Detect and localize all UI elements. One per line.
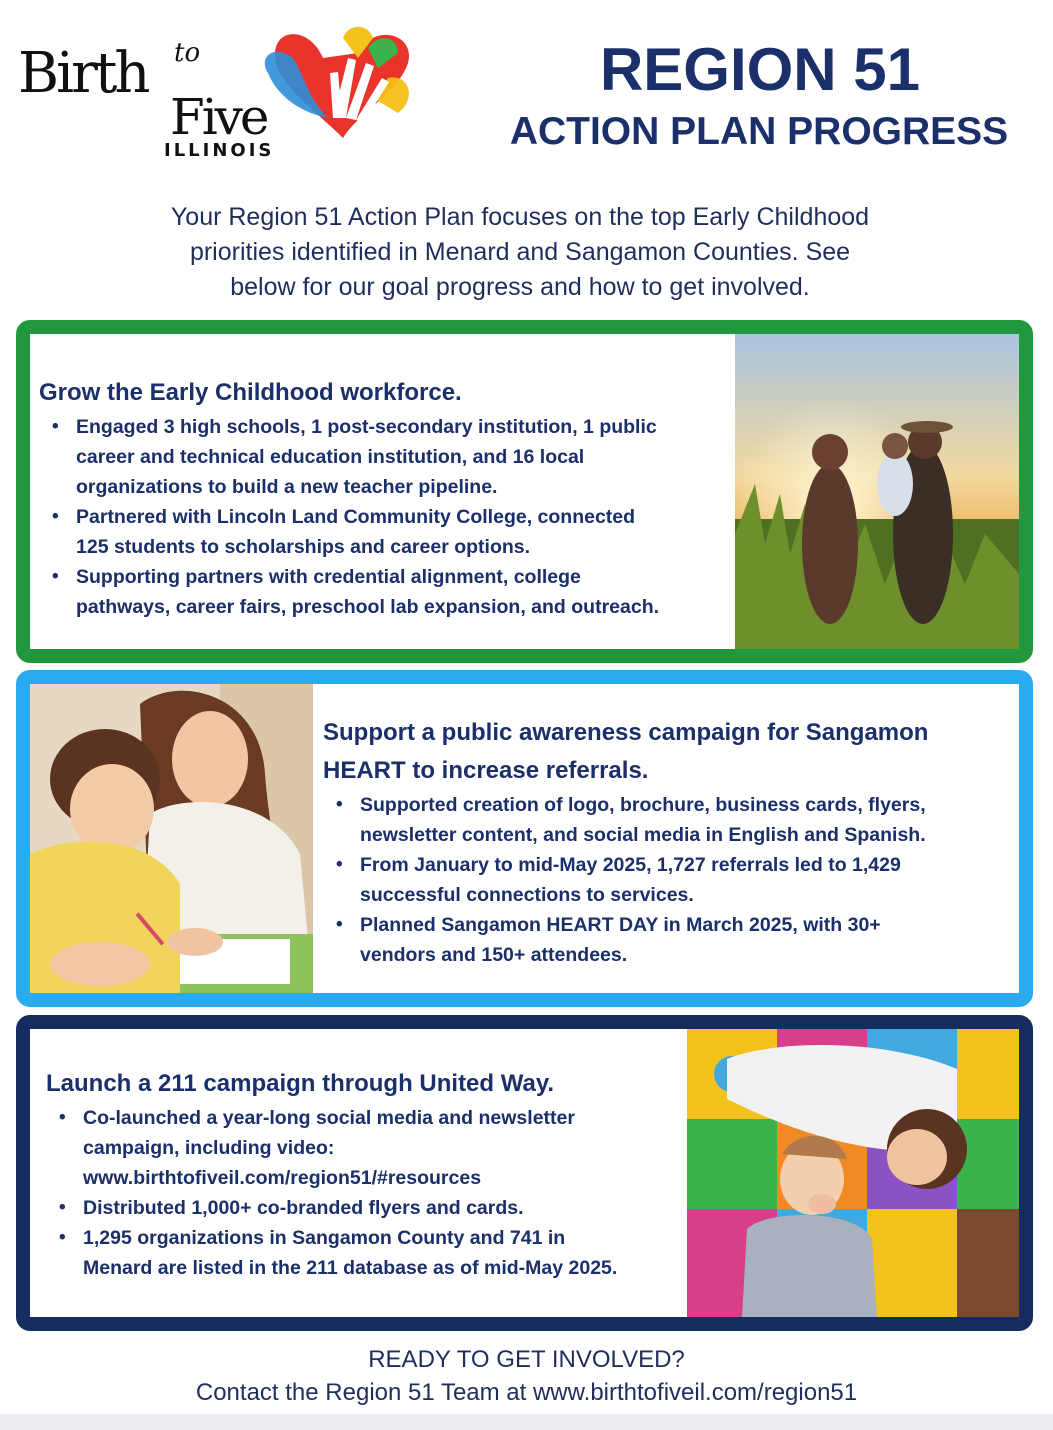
- children-playmat-photo: [687, 1029, 1019, 1317]
- page-title: REGION 51: [599, 36, 921, 103]
- goal-card-title: [39, 374, 729, 412]
- goal-card-title-line: Support a public awareness campaign for Sangamon: [323, 719, 929, 746]
- bullet-line: career and technical education institution, and 16 local: [76, 446, 585, 468]
- intro-line: priorities identified in Menard and Sangamon Counties. See: [189, 238, 851, 266]
- bullet-line: organizations to build a new teacher pipeline.: [76, 476, 498, 498]
- bullet-line: campaign, including video:: [83, 1137, 335, 1159]
- bullet-item: [39, 502, 729, 562]
- bullet-dot: •: [336, 914, 343, 935]
- bullet-line: vendors and 150+ attendees.: [360, 944, 628, 966]
- bullet-item: [46, 1193, 686, 1223]
- bullet-line: From January to mid-May 2025, 1,727 referrals led to 1,429: [360, 854, 901, 876]
- bullet-dot: •: [52, 416, 59, 437]
- bullet-dot: •: [52, 506, 59, 527]
- logo-illinois-text: ILLINOIS: [164, 140, 275, 161]
- bullet-item: [323, 790, 1013, 850]
- family-cornfield-photo: [735, 334, 1019, 649]
- goal-card-text: [46, 1065, 686, 1283]
- mother-child-drawing-photo: [30, 684, 313, 993]
- footer-cta-heading: READY TO GET INVOLVED?: [368, 1346, 685, 1373]
- bullet-dot: •: [59, 1227, 66, 1248]
- intro-line: Your Region 51 Action Plan focuses on the top Early Childhood: [170, 203, 870, 231]
- goal-card-workforce: [16, 320, 1033, 663]
- page-subtitle: ACTION PLAN PROGRESS: [509, 110, 1009, 153]
- bullet-line: Menard are listed in the 211 database as of mid-May 2025.: [83, 1257, 618, 1279]
- bullet-item: [39, 562, 729, 622]
- goal-card-public-awareness: [16, 670, 1033, 1007]
- bullet-line: successful connections to services.: [360, 884, 694, 906]
- hand-heart-icon: [248, 18, 418, 148]
- goal-card-bullets: [46, 1103, 686, 1283]
- bullet-dot: •: [336, 794, 343, 815]
- bullet-line: Supporting partners with credential alignment, college: [76, 566, 581, 588]
- bullet-dot: •: [336, 854, 343, 875]
- bullet-line: pathways, career fairs, preschool lab expansion, and outreach.: [76, 596, 660, 618]
- goal-card-text: [323, 714, 1013, 970]
- bullet-line: www.birthtofiveil.com/region51/#resources: [83, 1167, 482, 1189]
- goal-card-bullets: [39, 412, 729, 622]
- goal-card-text: [39, 374, 729, 622]
- goal-card-title: [323, 714, 1013, 790]
- bullet-item: [46, 1223, 686, 1283]
- logo-birth-text: Birth: [18, 41, 148, 106]
- bullet-item: [323, 910, 1013, 970]
- bullet-line: Distributed 1,000+ co-branded flyers and cards.: [83, 1197, 524, 1219]
- bullet-line: Co-launched a year-long social media and newsletter: [83, 1107, 575, 1129]
- logo-five-text: Five: [170, 88, 267, 146]
- bullet-line: 1,295 organizations in Sangamon County and 741 in: [83, 1227, 566, 1249]
- goal-card-bullets: [323, 790, 1013, 970]
- goal-card-211-campaign: [16, 1015, 1033, 1331]
- bullet-line: Partnered with Lincoln Land Community College, connected: [76, 506, 636, 528]
- bullet-dot: •: [59, 1197, 66, 1218]
- goal-card-title: [46, 1065, 686, 1103]
- bullet-line: newsletter content, and social media in English and Spanish.: [360, 824, 926, 846]
- bullet-line: Engaged 3 high schools, 1 post-secondary institution, 1 public: [76, 416, 657, 438]
- bullet-item: [46, 1103, 686, 1193]
- bullet-line: Planned Sangamon HEART DAY in March 2025, with 30+: [360, 914, 881, 936]
- logo-to-text: to: [174, 38, 201, 68]
- bottom-strip: [0, 1414, 1053, 1430]
- footer-contact-line: Contact the Region 51 Team at www.birthtofiveil.com/region51: [195, 1379, 858, 1406]
- bullet-line: Supported creation of logo, brochure, business cards, flyers,: [360, 794, 926, 816]
- intro-paragraph: [90, 200, 950, 305]
- bullet-line: 125 students to scholarships and career options.: [76, 536, 531, 558]
- birth-to-five-illinois-logo: [18, 18, 418, 168]
- bullet-item: [323, 850, 1013, 910]
- goal-card-title-line: HEART to increase referrals.: [323, 757, 649, 784]
- bullet-dot: •: [52, 566, 59, 587]
- goal-card-title-line: Launch a 211 campaign through United Way.: [46, 1070, 555, 1097]
- bullet-item: [39, 412, 729, 502]
- goal-card-title-line: Grow the Early Childhood workforce.: [39, 379, 462, 406]
- intro-line: below for our goal progress and how to get involved.: [230, 273, 810, 301]
- bullet-dot: •: [59, 1107, 66, 1128]
